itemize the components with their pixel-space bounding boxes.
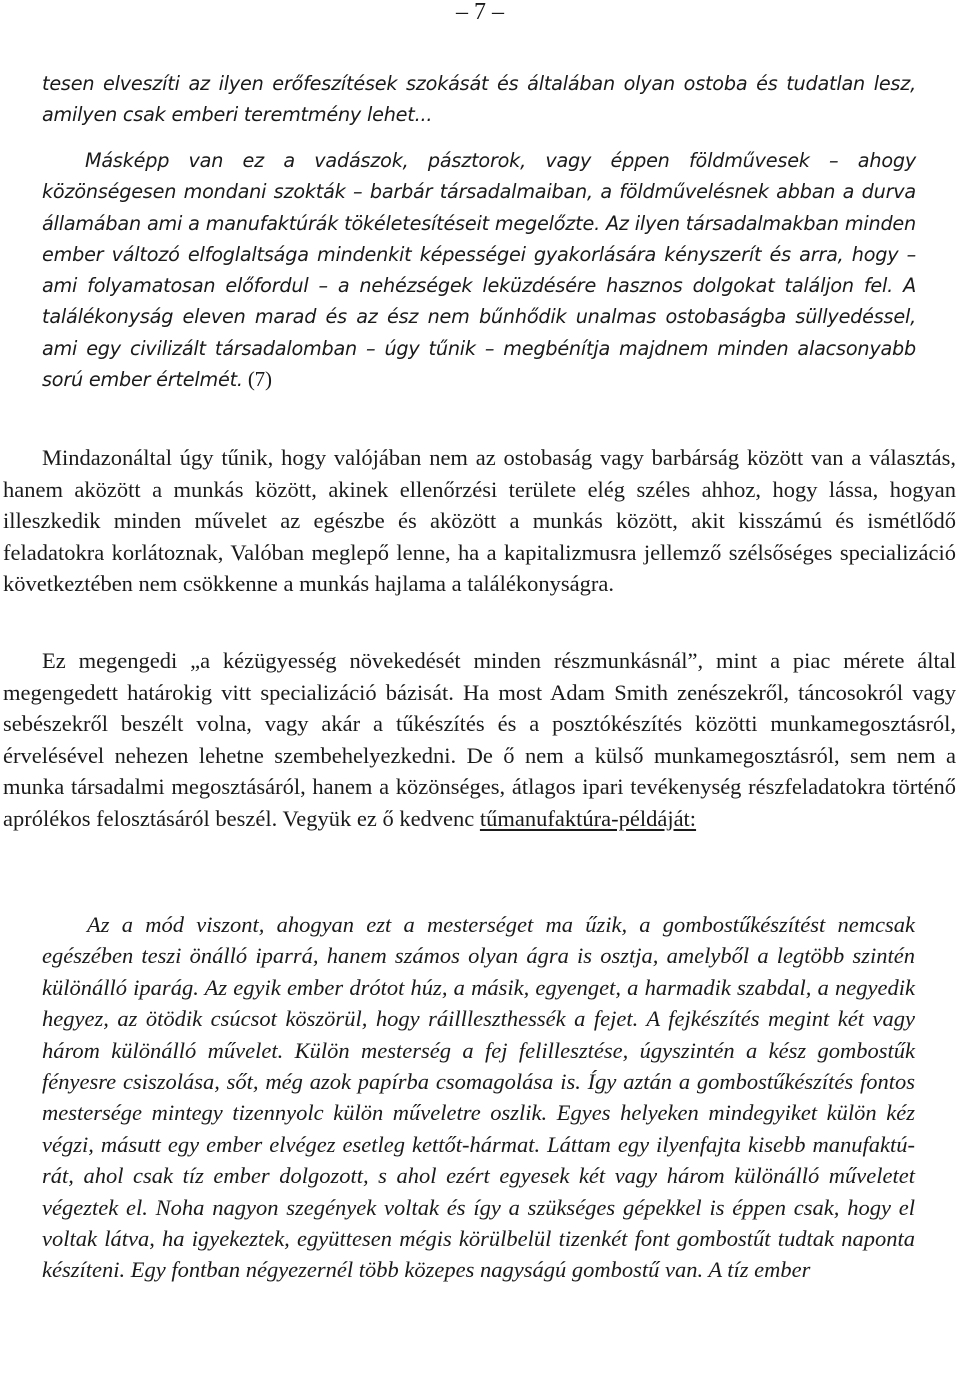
body-paragraph-2-underlined: tűmanufaktúra-példáját: — [479, 805, 697, 831]
quote-paragraph — [42, 145, 916, 396]
block-quote-text: Az a mód viszont, ahogyan ezt a mesterséget ma űzik, a gombostűkészítést nemcsak egészében teszi önálló iparrá, hanem számos olyan ágra is osztja, amelyből a legtöbb szintén különálló iparág. Az egyik ember drótot húz, a másik, egyenget, a harmadik szabdal, a negyedik hegyez, az ötödik csúcsot köszörül, hogy ráillleszthessék a fejet. A fejkészítés megint két vagy három különálló művelet. Külön mesterség a fej felillesztése, úgyszintén a kész gombostűk fényesre csiszolása, sőt, még azok papírba csomagolása is. Így aztán a gombostűkészítés fontos mestersége mintegy tizennyolc külön műveletre oszlik. Egyes helyeken mindegyiket külön kéz végzi, másutt egy ember elvégez esetleg kettőt-hármat. Láttam egy ilyenfajta kisebb manufaktú-rát, ahol csak tíz ember dolgozott, s ahol ezért egyesek két vagy három különálló műveletet végeztek el. Noha nagyon szegények voltak és így a szükséges gépekkel is éppen csak, hogy el voltak látva, ha igyekeztek, együttesen mégis körülbelül tizenkét font gombostűt tudtak naponta készíteni. Egy fontban négyezernél több közepes nagyságú gombostű van. A tíz ember — [42, 912, 915, 1283]
quote-paragraph-text: Másképp van ez a vadászok, pásztorok, vagy éppen földművesek – ahogy közönségesen mondani szokták – barbár társadalmaiban, a földművelésnek abban a durva államában ami a manufaktúrák tökéletesítéseit megelőzte. Az ilyen társadalmakban minden ember változó elfoglaltsága mindenkit képességei gyakorlására kényszerít és arra, hogy – ami folyamatosan előfordul – a nehézségek leküzdésére hasznos dolgokat találjon fel. A találékonyság eleven marad és az ész nem bűnhődik unalmas ostobaságba süllyedéssel, ami egy civilizált társadalomban – úgy tűnik – megbénítja majdnem minden alacsonyabb sorú ember értelmét. — [42, 149, 916, 392]
block-quote — [42, 909, 915, 1286]
quote-continuation — [42, 68, 916, 131]
page-number: – 7 – — [456, 0, 504, 25]
body-paragraph-1-text: Mindazonáltal úgy tűnik, hogy valójában nem az ostobaság vagy barbárság között van a választás, hanem aközött a munkás között, akinek ellenőrzési területe elég széles ahhoz, hogy lássa, hogyan illeszkedik minden művelet az egészbe és aközött a munkás között, akit kisszámú és ismétlődő feladatokra korlátoznak, Valóban meglepő lenne, ha a kapitalizmusra jellemző szélsőséges specializáció következtében nem csökkenne a munkás hajlama a találékonyságra. — [3, 445, 956, 596]
body-paragraph-1 — [3, 442, 956, 600]
body-paragraph-2-text: Ez megengedi „a kézügyesség növekedését minden részmunkásnál”, mint a piac mérete által megengedett határokig vitt specializáció bázisát. Ha most Adam Smith zenészekről, táncosokról vagy sebészekről beszélt volna, vagy akár a tűkészítés és a posztókészítés közötti munkamegosztásról, érvelésével nehezen lehetne szembehelyezkedni. De ő nem a külső munkamegosztásról, sem nem a munka társadalmi megosztásáról, hanem a közönséges, átlagos ipari tevékenység részfeladatokra történő aprólékos felosztásáról beszél. Vegyük ez ő kedvenc — [3, 648, 956, 831]
quote-continuation-text: tesen elveszíti az ilyen erőfeszítések szokását és általában olyan ostoba és tudatlan lesz, amilyen csak emberi teremtmény lehet... — [42, 72, 916, 127]
body-paragraph-2 — [3, 645, 956, 834]
footnote-reference: (7) — [242, 367, 272, 392]
